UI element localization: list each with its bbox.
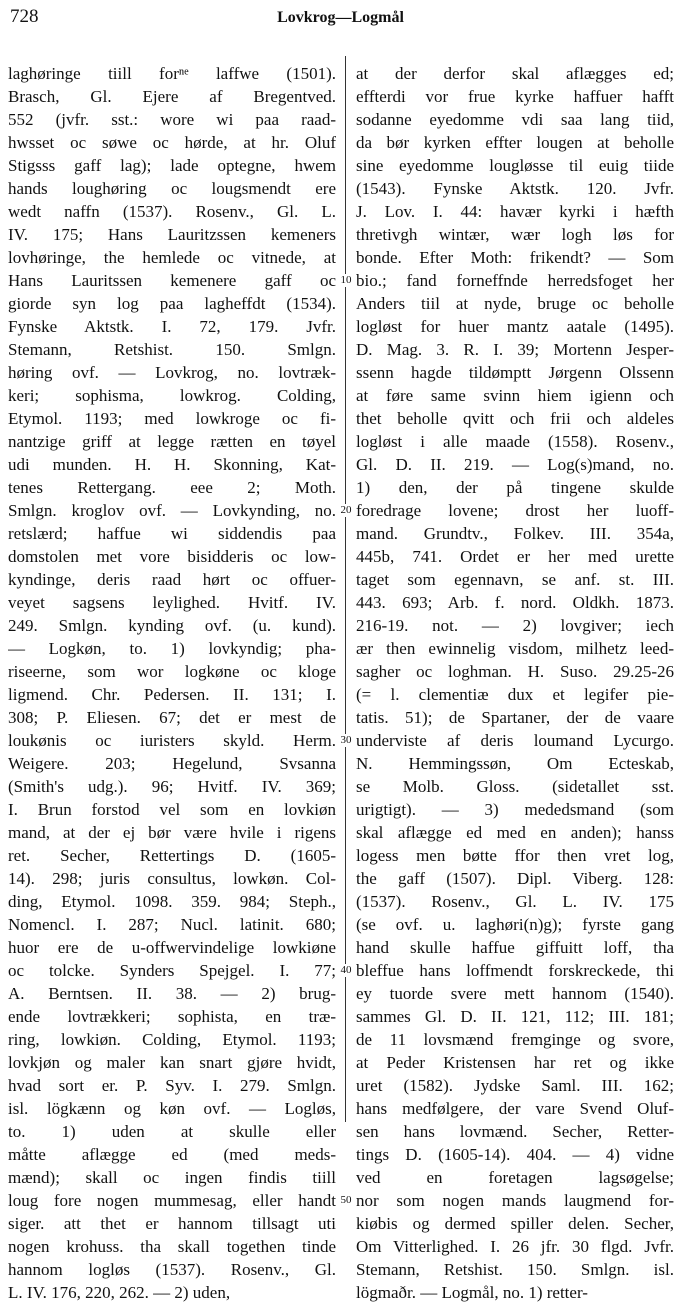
column-divider <box>345 56 346 1122</box>
line-number: 30 <box>337 734 355 747</box>
right-column-line: thretivgh wintær, wær logh løs for <box>356 225 674 244</box>
left-column-line: Nomencl. I. 287; Nucl. latinit. 680; <box>8 915 336 934</box>
right-column-line: 443. 693; Arb. f. nord. Oldkh. 1873. <box>356 593 674 612</box>
right-column-line: logess men bøtte ffor then vret log, <box>356 846 674 865</box>
left-column-line: wedt naffn (1537). Rosenv., Gl. L. <box>8 202 336 221</box>
right-column-line: Anders tiil at nyde, bruge oc beholle <box>356 294 674 313</box>
left-column-line: isl. lögkænn og køn ovf. — Logløs, <box>8 1099 336 1118</box>
left-column-line: ding, Etymol. 1098. 359. 984; Steph., <box>8 892 336 911</box>
line-number: 50 <box>337 1194 355 1207</box>
left-column-line: 552 (jvfr. sst.: wore wi paa raad- <box>8 110 336 129</box>
right-column-line: foredrage lovene; drost her luoff- <box>356 501 674 520</box>
right-column-line: D. Mag. 3. R. I. 39; Mortenn Jesper- <box>356 340 674 359</box>
left-column-line: huor ere de u-offwervindelige lowkiøne <box>8 938 336 957</box>
left-column-line: hvad sort er. P. Syv. I. 279. Smlgn. <box>8 1076 336 1095</box>
left-column-line: Hans Lauritssen kemenere gaff oc <box>8 271 336 290</box>
right-column-line: sen hans lovmænd. Secher, Retter- <box>356 1122 674 1141</box>
right-column-line: uret (1582). Jydske Saml. III. 162; <box>356 1076 674 1095</box>
right-column-line: at Peder Kristensen har ret og ikke <box>356 1053 674 1072</box>
right-column-line: ssenn hagde tildømptt Jørgenn Olssenn <box>356 363 674 382</box>
right-column-line: tatis. 51); de Spartaner, der de vaare <box>356 708 674 727</box>
right-column-line: bio.; fand forneffnde herredsfoget her <box>356 271 674 290</box>
left-column-line: Brasch, Gl. Ejere af Bregentved. <box>8 87 336 106</box>
right-column-line: de 11 lovsmænd fremginge og svore, <box>356 1030 674 1049</box>
right-column-line: at der derfor skal aflægges ed; <box>356 64 674 83</box>
left-column-line: Stigsss gaff lag); lade optegne, hwem <box>8 156 336 175</box>
right-column-line: N. Hemmingssøn, Om Ecteskab, <box>356 754 674 773</box>
right-column-line: hans medfølgere, der vare Svend Oluf- <box>356 1099 674 1118</box>
right-column-line: J. Lov. I. 44: havær kyrki i hæfth <box>356 202 674 221</box>
left-column-line: lovhøringe, the hemlede oc vitnede, at <box>8 248 336 267</box>
right-column-line: sammes Gl. D. II. 121, 112; III. 181; <box>356 1007 674 1026</box>
left-column-line: mand, at der ej bør være hvile i rigens <box>8 823 336 842</box>
left-column-line: nogen krohuss. tha skall togethen tinde <box>8 1237 336 1256</box>
left-column-line: Stemann, Retshist. 150. Smlgn. <box>8 340 336 359</box>
right-column-line: 445b, 741. Ordet er her med urette <box>356 547 674 566</box>
right-column-line: logløst for huer mantz aatale (1495). <box>356 317 674 336</box>
left-column-line: veyet sagsens leylighed. Hvitf. IV. <box>8 593 336 612</box>
left-column-line: domstolen met vore bisidderis oc low- <box>8 547 336 566</box>
left-column-line: hands loughøring oc lougsmendt ere <box>8 179 336 198</box>
left-column-line: Smlgn. kroglov ovf. — Lovkynding, no. <box>8 501 336 520</box>
left-column-line: IV. 175; Hans Lauritzssen kemeners <box>8 225 336 244</box>
page-header <box>0 0 681 40</box>
right-column-line: (se ovf. u. laghøri(n)g); fyrste gang <box>356 915 674 934</box>
left-column-line: L. IV. 176, 220, 262. — 2) uden, <box>8 1283 231 1302</box>
right-column-line: urigtigt). — 3) mededsmand (som <box>356 800 674 819</box>
right-column-line: sagher oc loghman. H. Suso. 29.25-26 <box>356 662 674 681</box>
left-column-line: tenes Rettergang. eee 2; Moth. <box>8 478 336 497</box>
right-column-line: ey tuorde svere mett hannom (1540). <box>356 984 674 1003</box>
left-column-line: (Smith's udg.). 96; Hvitf. IV. 369; <box>8 777 336 796</box>
left-column-line: keri; sophisma, lowkrog. Colding, <box>8 386 336 405</box>
right-column-line: ær then ewinnelig visdom, milhetz leed- <box>356 639 674 658</box>
line-number: 40 <box>337 964 355 977</box>
right-column-line: lögmaðr. — Logmål, no. 1) retter- <box>356 1283 588 1302</box>
right-column-line: bleffue hans loffmendt forskreckede, thi <box>356 961 674 980</box>
page-number: 728 <box>10 6 39 27</box>
left-column-line: A. Berntsen. II. 38. — 2) brug- <box>8 984 336 1003</box>
left-column-line: retslærd; haffue wi siddendis paa <box>8 524 336 543</box>
left-column-line: måtte aflægge ed (med meds- <box>8 1145 336 1164</box>
left-column-line: I. Brun forstod vel som en lovkiøn <box>8 800 336 819</box>
right-column-line: sodanne eyedomme vdi saa lang tiid, <box>356 110 674 129</box>
left-column-line: ligmend. Chr. Pedersen. II. 131; I. <box>8 685 336 704</box>
left-column-line: kyndinge, deris raad hørt oc offuer- <box>8 570 336 589</box>
line-number: 10 <box>337 274 355 287</box>
right-column-line: (= l. clementiæ dux et legifer pie- <box>356 685 674 704</box>
right-column-line: (1543). Fynske Aktstk. 120. Jvfr. <box>356 179 674 198</box>
left-column-line: ende lovtrækkeri; sophista, en træ- <box>8 1007 336 1026</box>
left-column-line: nantzige griff at legge rætten en tøyel <box>8 432 336 451</box>
left-column-line: 249. Smlgn. kynding ovf. (u. kund). <box>8 616 336 635</box>
right-column-line: underviste af deris loumand Lycurgo. <box>356 731 674 750</box>
left-column-line: siger. att thet er hannom tillsagt uti <box>8 1214 336 1233</box>
right-column <box>356 62 674 1304</box>
left-column-line: Fynske Aktstk. I. 72, 179. Jvfr. <box>8 317 336 336</box>
right-column-line: nor som nogen mands laugmend for- <box>356 1191 674 1210</box>
left-column-line: loug fore nogen mummesag, eller handt <box>8 1191 336 1210</box>
right-column-line: Om Vitterlighed. I. 26 jfr. 30 flgd. Jvfr. <box>356 1237 674 1256</box>
left-column-line: riseerne, som wor logkøne oc kloge <box>8 662 336 681</box>
left-column-line: ret. Secher, Rettertings D. (1605- <box>8 846 336 865</box>
left-column-line: — Logkøn, to. 1) lovkyndig; pha- <box>8 639 336 658</box>
right-column-line: sine eyedomme lougløsse til euig tiide <box>356 156 674 175</box>
right-column-line: hand skulle haffue giffuitt loff, tha <box>356 938 674 957</box>
left-column-line: to. 1) uden at skulle eller <box>8 1122 336 1141</box>
right-column-line: (1537). Rosenv., Gl. L. IV. 175 <box>356 892 674 911</box>
right-column-line: tings D. (1605-14). 404. — 4) vidne <box>356 1145 674 1164</box>
right-column-line: mand. Grundtv., Folkev. III. 354a, <box>356 524 674 543</box>
left-column-line: Etymol. 1193; med lowkroge oc fi- <box>8 409 336 428</box>
right-column-line: at føre same svinn hiem igienn och <box>356 386 674 405</box>
left-column-line: laghøringe tiill forⁿᵉ laffwe (1501). <box>8 64 336 83</box>
left-column-line: mænd); skall oc ingen findis tiill <box>8 1168 336 1187</box>
right-column-line: Gl. D. II. 219. — Log(s)mand, no. <box>356 455 674 474</box>
left-column-line: hannom logløs (1537). Rosenv., Gl. <box>8 1260 336 1279</box>
right-column-line: skal aflægge ed med en anden); hanss <box>356 823 674 842</box>
left-column-line: Weigere. 203; Hegelund, Svsanna <box>8 754 336 773</box>
running-head: Lovkrog—Logmål <box>277 9 404 26</box>
left-column-line: oc tolcke. Synders Spejgel. I. 77; <box>8 961 336 980</box>
right-column-line: se Molb. Gloss. (sidetallet sst. <box>356 777 674 796</box>
right-column-line: logløst i alle maade (1558). Rosenv., <box>356 432 674 451</box>
right-column-line: kiøbis og dermed spiller delen. Secher, <box>356 1214 674 1233</box>
left-column-line: 308; P. Eliesen. 67; det er mest de <box>8 708 336 727</box>
right-column-line: da bør kyrken effter lougen at beholle <box>356 133 674 152</box>
left-column-line: udi munden. H. H. Skonning, Kat- <box>8 455 336 474</box>
left-column-line: lovkjøn og maler kan snart gjøre hvidt, <box>8 1053 336 1072</box>
right-column-line: bonde. Efter Moth: frikendt? — Som <box>356 248 674 267</box>
line-number: 20 <box>337 504 355 517</box>
right-column-line: Stemann, Retshist. 150. Smlgn. isl. <box>356 1260 674 1279</box>
right-column-line: ved en foretagen lagsøgelse; <box>356 1168 674 1187</box>
right-column-line: 216-19. not. — 2) lovgiver; iech <box>356 616 674 635</box>
left-column <box>8 62 336 1304</box>
left-column-line: loukønis oc iuristers skyld. Herm. <box>8 731 336 750</box>
left-column-line: 14). 298; juris consultus, lowkøn. Col- <box>8 869 336 888</box>
left-column-line: høring ovf. — Lovkrog, no. lovtræk- <box>8 363 336 382</box>
left-column-line: giorde syn log paa lagheffdt (1534). <box>8 294 336 313</box>
right-column-line: effterdi vor frue kyrke haffuer hafft <box>356 87 674 106</box>
left-column-line: ring, lowkiøn. Colding, Etymol. 1193; <box>8 1030 336 1049</box>
right-column-line: 1) den, der på tingene skulde <box>356 478 674 497</box>
right-column-line: the gaff (1507). Dipl. Viberg. 128: <box>356 869 674 888</box>
right-column-line: thet beholle qvitt och frii och aldeles <box>356 409 674 428</box>
left-column-line: hwsset oc søwe oc hørde, at hr. Oluf <box>8 133 336 152</box>
right-column-line: taget som egennavn, se anf. st. III. <box>356 570 674 589</box>
